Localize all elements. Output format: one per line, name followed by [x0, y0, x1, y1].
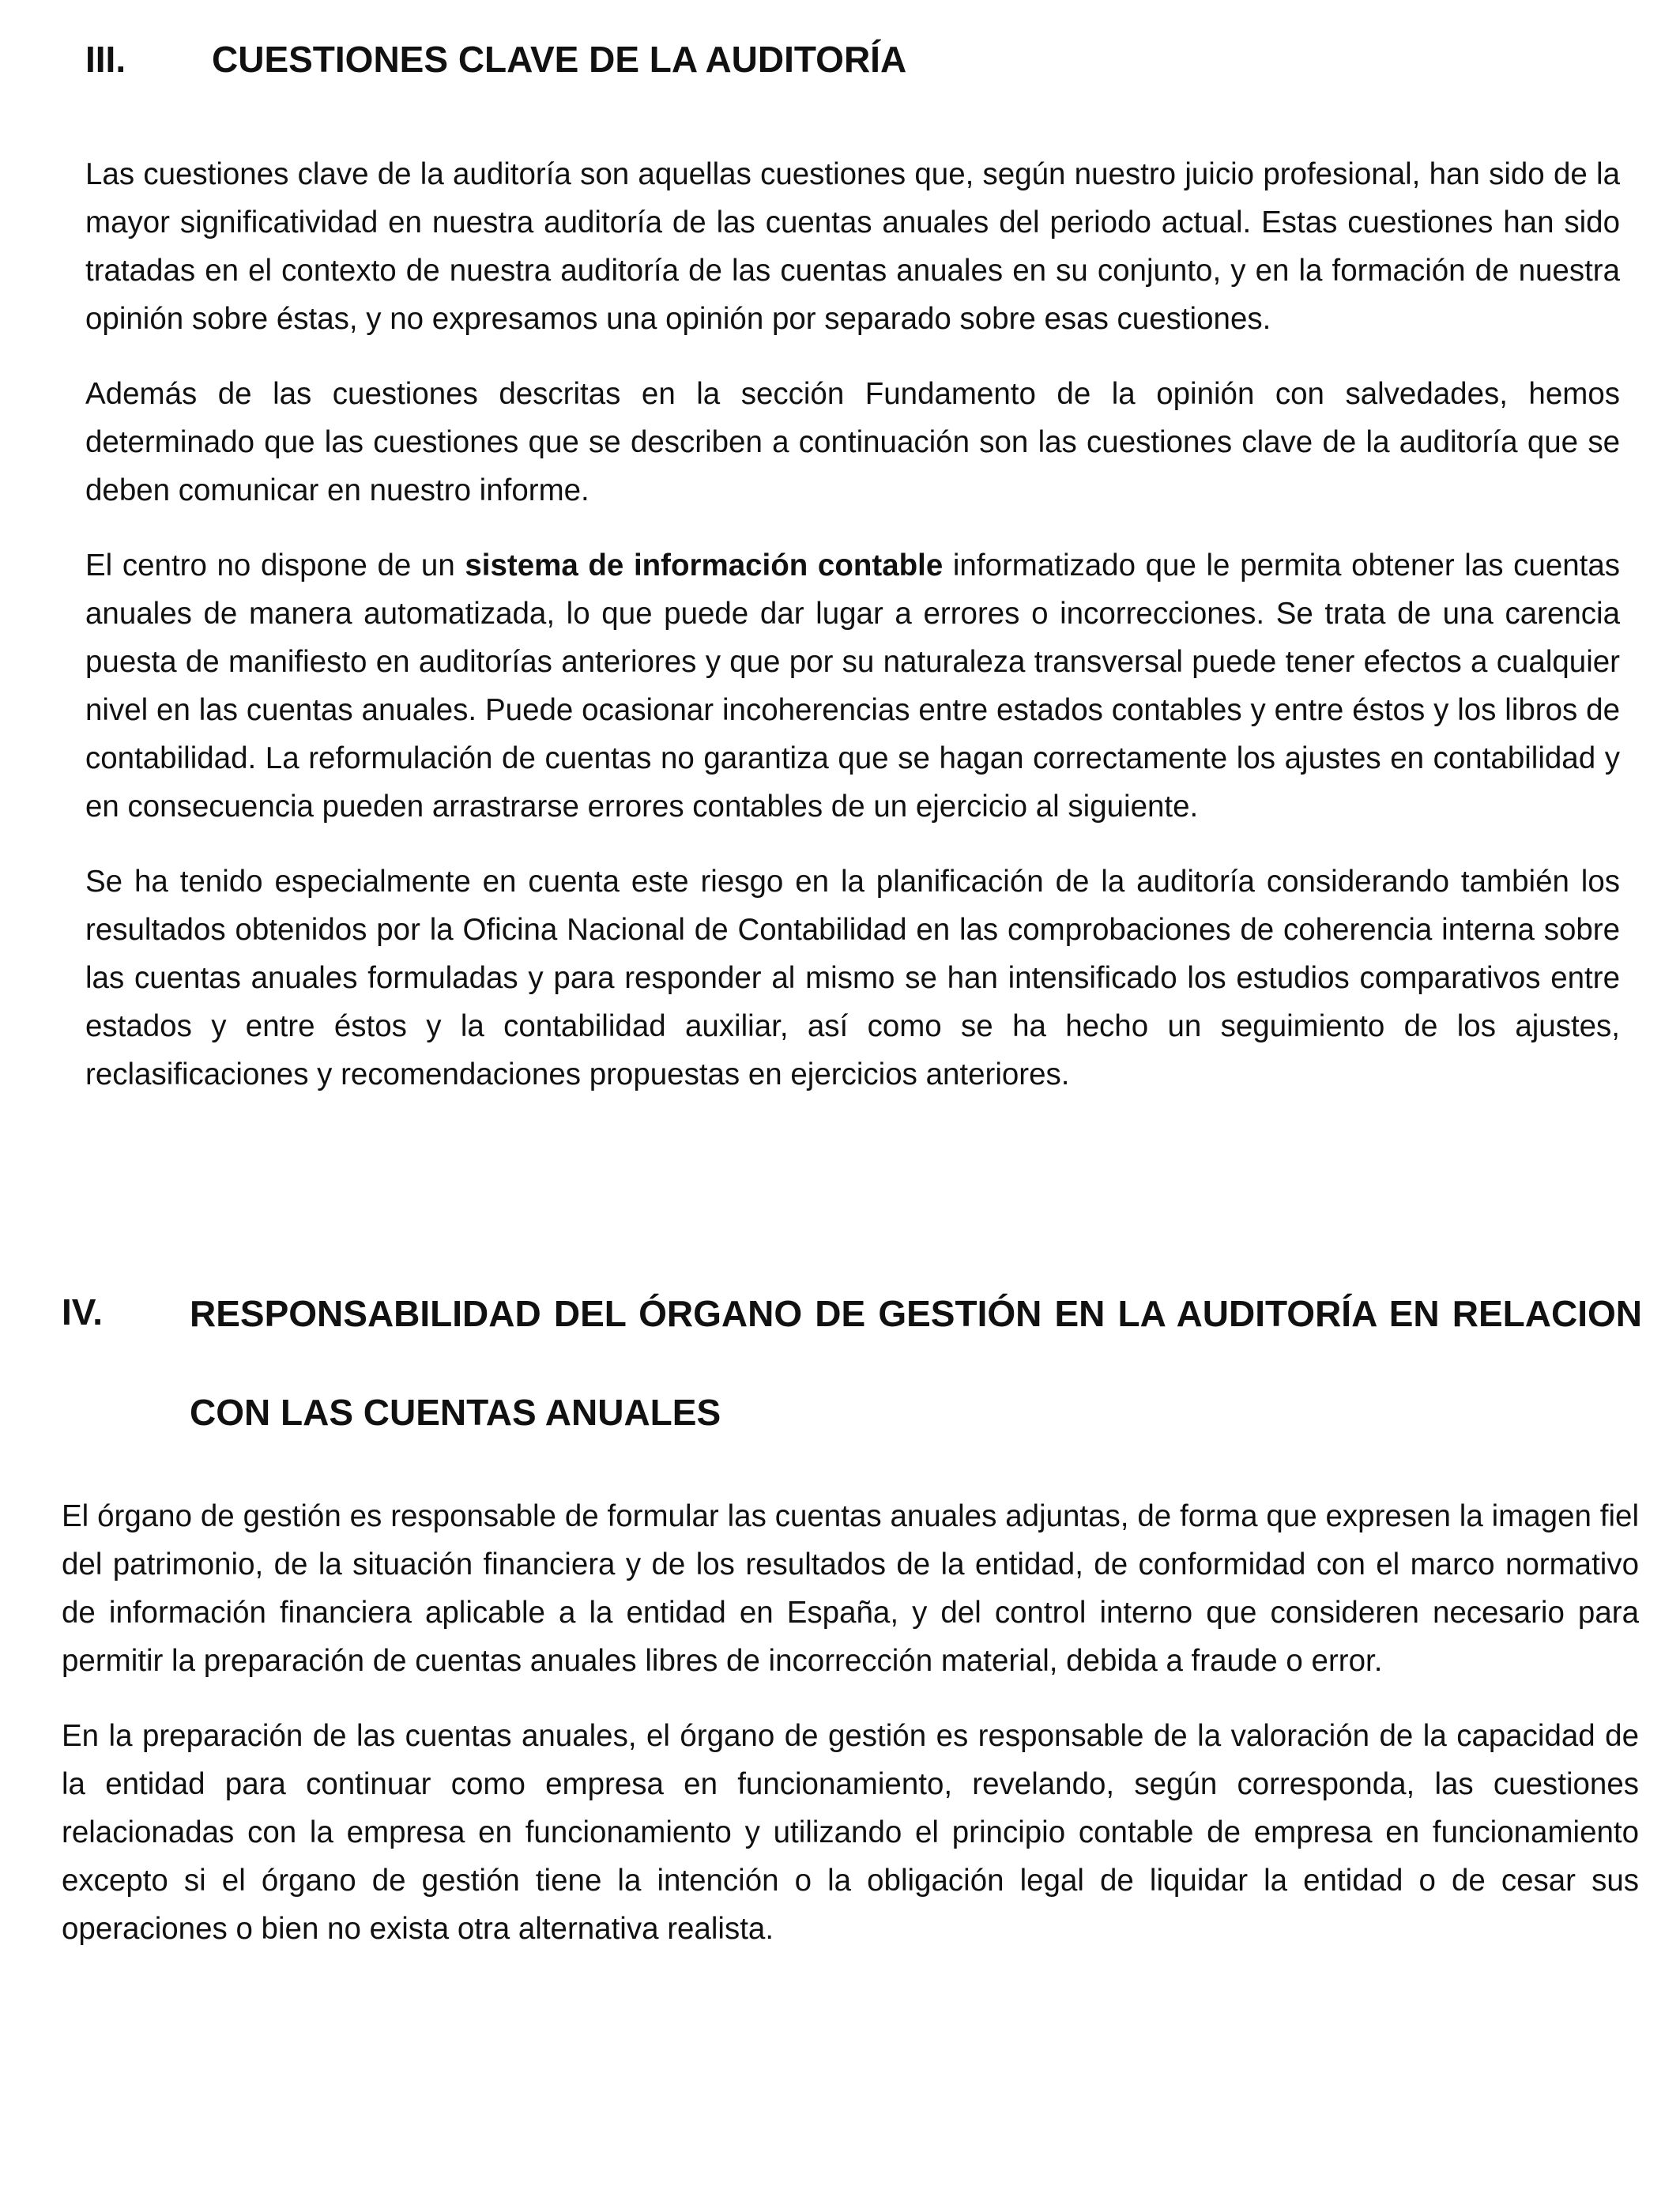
section-number: III. — [85, 39, 126, 80]
section-title: CUESTIONES CLAVE DE LA AUDITORÍA — [212, 39, 907, 80]
section-heading-iv — [62, 1265, 1642, 1462]
section-iii-body — [85, 150, 1620, 1125]
paragraph-text: informatizado que le permita obtener las cuentas anuales de manera automatizada, lo que puede dar lugar a errores o incorrecciones. Se trata de una carencia puesta de manifiesto en auditorías anteriores y que por su naturaleza transversal puede tener efectos a cualquier nivel en las cuentas anuales. Puede ocasionar incoherencias entre estados contables y entre éstos y los libros de contabilidad. La reformulación de cuentas no garantiza que se hagan correctamente los ajustes en contabilidad y en consecuencia pueden arrastrarse errores contables de un ejercicio al siguiente. — [85, 548, 1620, 824]
paragraph: En la preparación de las cuentas anuales, el órgano de gestión es responsable de la valoración de la capacidad de la entidad para continuar como empresa en funcionamiento, revelando, según corresponda, las cuestiones relacionadas con la empresa en funcionamiento y utilizando el principio contable de empresa en funcionamiento excepto si el órgano de gestión tiene la intención o la obligación legal de liquidar la entidad o de cesar sus operaciones o bien no exista otra alternativa realista. — [62, 1719, 1639, 1946]
paragraph — [85, 541, 1620, 831]
section-number: IV. — [62, 1291, 104, 1333]
paragraph-text: El centro no dispone de un — [85, 548, 465, 582]
section-heading-iii — [85, 16, 906, 103]
bold-term: sistema de información contable — [465, 548, 944, 582]
paragraph: Además de las cuestiones descritas en la sección Fundamento de la opinión con salvedades, hemos determinado que las cuestiones que se describen a continuación son las cuestiones clave de la auditoría que se deben comunicar en nuestro informe. — [85, 377, 1620, 507]
section-title: RESPONSABILIDAD DEL ÓRGANO DE GESTIÓN EN LA AUDITORÍA EN RELACION CON LAS CUENTAS ANUALES — [190, 1293, 1642, 1433]
paragraph: Se ha tenido especialmente en cuenta este riesgo en la planificación de la auditoría considerando también los resultados obtenidos por la Oficina Nacional de Contabilidad en las comprobaciones de coherencia interna sobre las cuentas anuales formuladas y para responder al mismo se han intensificado los estudios comparativos entre estados y entre éstos y la contabilidad auxiliar, así como se ha hecho un seguimiento de los ajustes, reclasificaciones y recomendaciones propuestas en ejercicios anteriores. — [85, 865, 1620, 1091]
paragraph: El órgano de gestión es responsable de formular las cuentas anuales adjuntas, de forma que expresen la imagen fiel del patrimonio, de la situación financiera y de los resultados de la entidad, de conformidad con el marco normativo de información financiera aplicable a la entidad en España, y del control interno que consideren necesario para permitir la preparación de cuentas anuales libres de incorrección material, debida a fraude o error. — [62, 1499, 1639, 1678]
paragraph: Las cuestiones clave de la auditoría son aquellas cuestiones que, según nuestro juicio profesional, han sido de la mayor significatividad en nuestra auditoría de las cuentas anuales del periodo actual. Estas cuestiones han sido tratadas en el contexto de nuestra auditoría de las cuentas anuales en su conjunto, y en la formación de nuestra opinión sobre éstas, y no expresamos una opinión por separado sobre esas cuestiones. — [85, 157, 1620, 336]
section-iv-body — [62, 1492, 1639, 1980]
